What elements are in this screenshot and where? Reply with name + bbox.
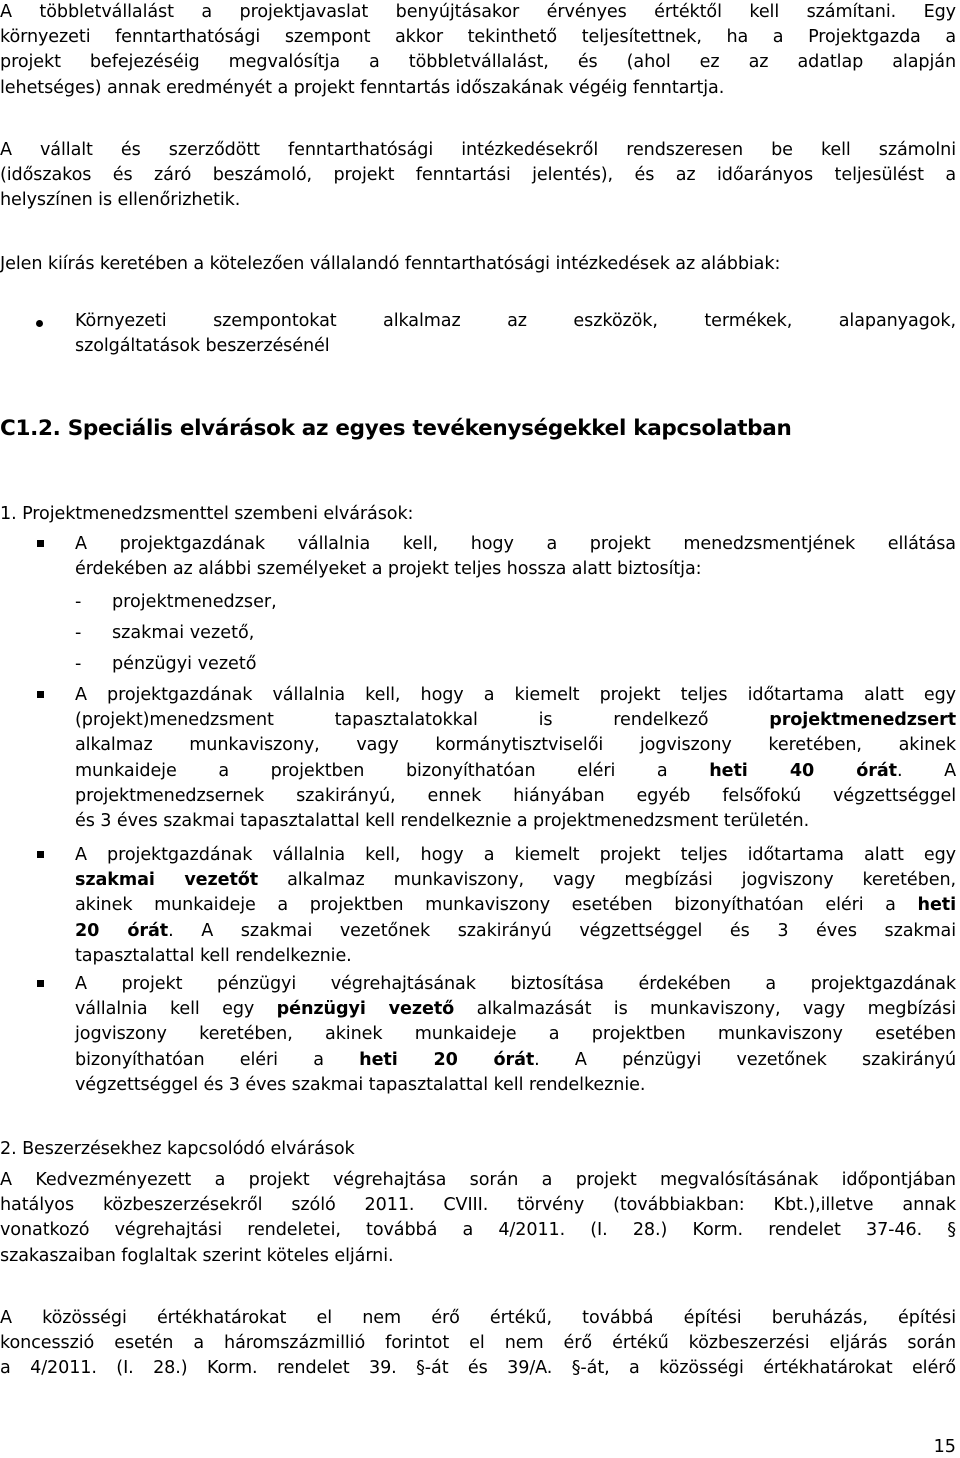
emphasis-text: heti 20 órát — [359, 1049, 535, 1070]
emphasis-text: szakmai vezetőt — [75, 870, 259, 891]
text-line: hatályos közbeszerzésekről szóló 2011. CVIII. törvény (továbbiakban: Kbt.),illetve annak — [0, 1195, 956, 1216]
text-line: érdekében az alábbi személyeket a projekt teljes hossza alatt biztosítja: — [75, 559, 702, 580]
text-line: A közösségi értékhatárokat el nem érő értékű, továbbá építési beruházás, építési — [0, 1308, 956, 1328]
dash-item-label: szakmai vezető, — [112, 623, 255, 643]
dash-item-project-manager: - projektmenedzser, — [75, 592, 277, 612]
text-line: Környezeti szempontokat alkalmaz az eszközök, termékek, alapanyagok, — [75, 311, 956, 331]
text-line: A többletvállalást a projektjavaslat benyújtásakor érvényes értéktől kell számítani. Egy — [0, 2, 956, 22]
text-line: vonatkozó végrehajtási rendeletei, továbbá a 4/2011. (I. 28.) Korm. rendelet 37-46. § — [0, 1220, 956, 1241]
text-line: környezeti fenntarthatósági szempont akkor tekinthető teljesítettnek, ha a Projektgazda a — [0, 27, 956, 48]
text-line: A projektgazdának vállalnia kell, hogy a kiemelt projekt teljes időtartama alatt egy — [75, 685, 956, 705]
text-line: alkalmaz munkaviszony, vagy kormánytisztviselői jogviszony keretében, akinek — [75, 735, 956, 756]
text-line: munkaideje a projektben bizonyíthatóan eléri a heti 40 órát. A — [75, 760, 957, 781]
text-line: szakaszaiban foglaltak szerint köteles eljárni. — [0, 1245, 394, 1266]
text-line: A projektgazdának vállalnia kell, hogy a kiemelt projekt teljes időtartama alatt egy — [75, 845, 956, 865]
text-line: 1. Projektmenedzsmenttel szembeni elvárások: — [0, 504, 414, 524]
emphasis-text: 20 órát — [75, 920, 169, 941]
text-line: tapasztalattal kell rendelkeznie. — [75, 945, 352, 966]
text-line: koncesszió esetén a háromszázmillió forintot el nem érő értékű közbeszerzési eljárás során — [0, 1333, 956, 1354]
text-line: akinek munkaideje a projektben munkaviszony esetében bizonyíthatóan eléri a heti — [75, 895, 957, 916]
paragraph-procurement-law — [0, 1168, 956, 1269]
text-line: a 4/2011. (I. 28.) Korm. rendelet 39. §-át és 39/A. §-át, a közösségi értékhatárokat elérő — [0, 1358, 956, 1379]
text-line: lehetséges) annak eredményét a projekt fenntartás időszakának végéig fenntartja. — [0, 77, 725, 98]
text-line: A projektgazdának vállalnia kell, hogy a projekt menedzsmentjének ellátása — [75, 534, 956, 554]
bullet-item-project-manager — [75, 683, 956, 834]
text-line: szolgáltatások beszerzésénél — [75, 336, 330, 357]
text-line: és 3 éves szakmai tapasztalattal kell rendelkeznie a projektmenedzsment területén. — [75, 811, 810, 832]
bullet-square-icon — [37, 540, 44, 547]
text-line: jogviszony keretében, akinek munkaideje a projektben munkaviszony esetében — [75, 1024, 956, 1045]
bullet-item-financial-lead — [75, 972, 956, 1098]
page-number: 15 — [933, 1437, 956, 1457]
text-line: (időszakos és záró beszámoló, projekt fenntartási jelentés), és az időarányos teljesülést a — [0, 165, 956, 186]
emphasis-text: heti 40 órát — [709, 760, 897, 781]
emphasis-text: heti — [917, 895, 957, 916]
text-line: projekt befejezéséig megvalósítja a többletvállalást, és (ahol ez az adatlap alapján — [0, 52, 956, 73]
text-line: A projekt pénzügyi végrehajtásának biztosítása érdekében a projektgazdának — [75, 974, 956, 994]
paragraph-reporting — [0, 138, 956, 214]
emphasis-text: pénzügyi vezető — [276, 999, 455, 1020]
text-line: bizonyíthatóan eléri a heti 20 órát. A pénzügyi vezetőnek szakirányú — [75, 1049, 957, 1070]
dash-item-label: pénzügyi vezető — [112, 654, 257, 674]
text-line: vállalnia kell egy pénzügyi vezető alkalmazását is munkaviszony, vagy megbízási — [75, 999, 956, 1020]
dash-item-financial-lead: - pénzügyi vezető — [75, 654, 257, 674]
paragraph-value-thresholds — [0, 1306, 956, 1382]
text-line: helyszínen is ellenőrizhetik. — [0, 190, 241, 211]
bullet-dot-icon — [36, 320, 43, 327]
text-line: Jelen kiírás keretében a kötelezően vállalandó fenntarthatósági intézkedések az alábbiak: — [0, 254, 781, 274]
text-line: projektmenedzsernek szakirányú, ennek hiányában egyéb felsőfokú végzettséggel — [75, 785, 956, 806]
subsection-title-procurement — [0, 1137, 956, 1162]
bullet-item-environmental — [75, 309, 956, 359]
bullet-item-professional-lead — [75, 843, 956, 969]
paragraph-mandatory-measures — [0, 252, 956, 277]
text-line: végzettséggel és 3 éves szakmai tapasztalattal kell rendelkeznie. — [75, 1074, 646, 1095]
text-line: 2. Beszerzésekhez kapcsolódó elvárások — [0, 1139, 355, 1159]
dash-item-label: projektmenedzser, — [112, 592, 277, 612]
dash-item-professional-lead: - szakmai vezető, — [75, 623, 255, 643]
emphasis-text: projektmenedzsert — [769, 710, 956, 731]
text-line: 20 órát. A szakmai vezetőnek szakirányú végzettséggel és 3 éves szakmai — [75, 920, 956, 941]
text-line: A Kedvezményezett a projekt végrehajtása során a projekt megvalósításának időpontjában — [0, 1170, 956, 1190]
bullet-square-icon — [37, 980, 44, 987]
text-line: A vállalt és szerződött fenntarthatósági intézkedésekről rendszeresen be kell számolni — [0, 140, 956, 160]
bullet-square-icon — [37, 691, 44, 698]
text-line: (projekt)menedzsment tapasztalatokkal is rendelkező projektmenedzsert — [75, 710, 956, 731]
paragraph-additional-commitment — [0, 0, 956, 101]
section-heading: C1.2. Speciális elvárások az egyes tevékenységekkel kapcsolatban — [0, 416, 792, 441]
subsection-title-project-management — [0, 502, 956, 527]
bullet-square-icon — [37, 851, 44, 858]
bullet-item-management-persons — [75, 532, 956, 582]
text-line: szakmai vezetőt alkalmaz munkaviszony, vagy megbízási jogviszony keretében, — [75, 870, 956, 891]
